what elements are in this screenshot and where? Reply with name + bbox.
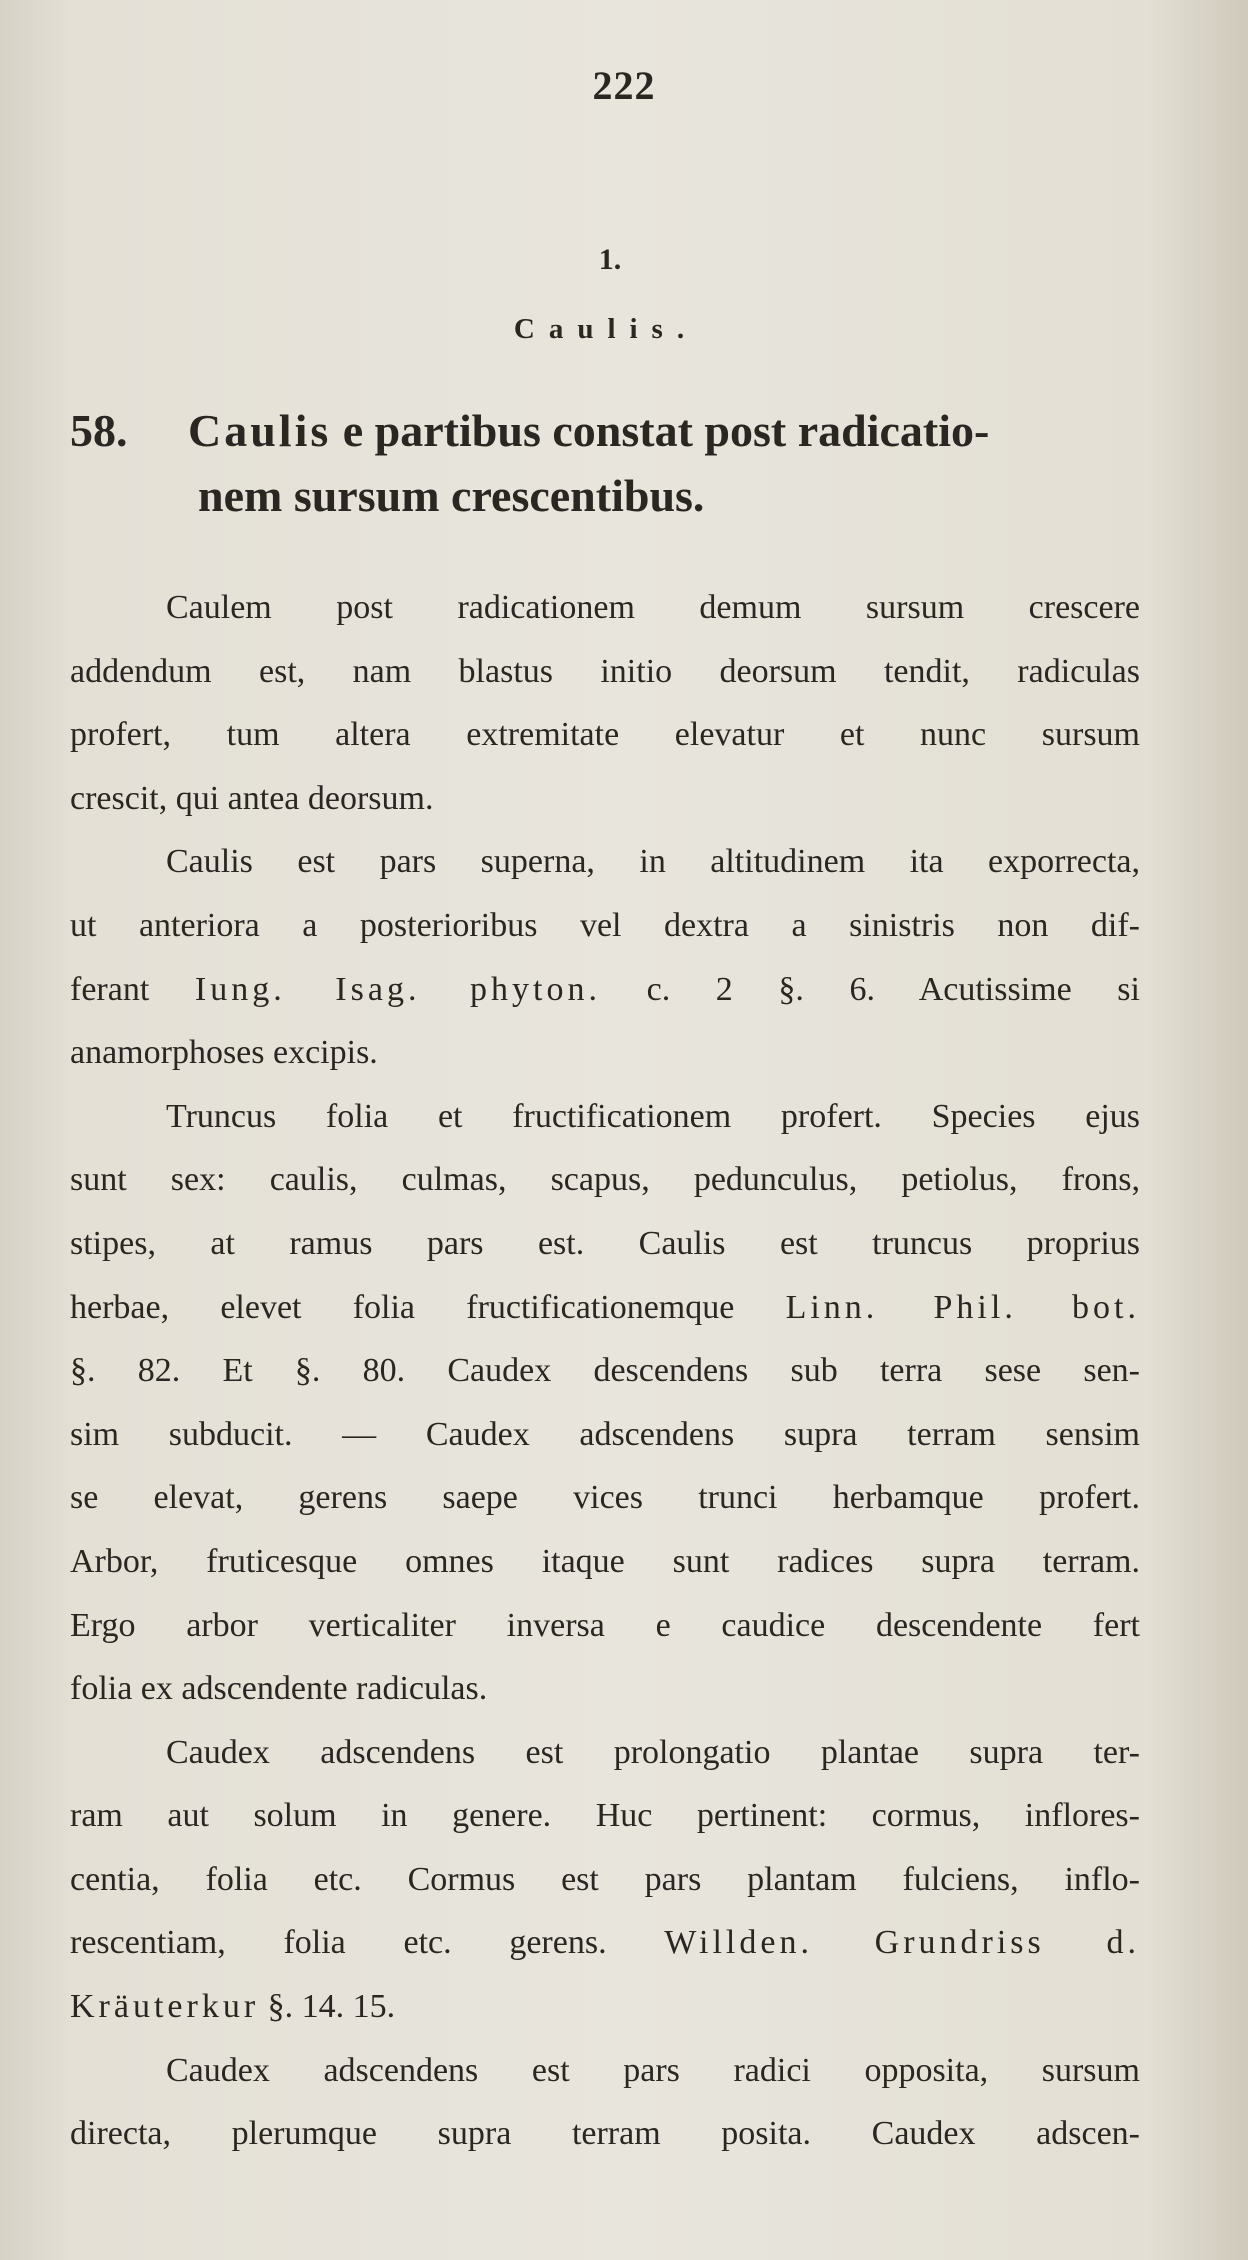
citation-spaced: Linn. Phil. bot. [785,1288,1140,1326]
text-line: stipes, at ramus pars est. Caulis est truncus proprius [70,1224,1140,1262]
paragraph-3 [70,1085,1140,1721]
heading-line2: nem sursum crescentibus. [198,470,705,521]
citation-spaced: Willden. Grundriss d. [664,1924,1140,1962]
text-line: directa, plerumque supra terram posita. Caudex adscen- [70,2115,1140,2153]
paragraph-5 [70,2039,1140,2166]
paragraph-2 [70,830,1140,1084]
text-line: ut anteriora a posterioribus vel dextra a sinistris non dif- [70,906,1140,944]
text-line: Ergo arbor verticaliter inversa e caudice descendente fert [70,1606,1140,1644]
heading-lead-word: Caulis [188,405,332,456]
paragraph-1 [70,576,1140,830]
citation-spaced: Iung. Isag. phyton. [194,970,601,1008]
text-segment: c. 2 §. 6. Acutissime si [601,970,1140,1008]
text-line: Truncus folia et fructificationem profert. Species ejus [166,1097,1140,1135]
text-line: sunt sex: caulis, culmas, scapus, pedunculus, petiolus, frons, [70,1161,1140,1199]
text-line: addendum est, nam blastus initio deorsum tendit, radiculas [70,652,1140,690]
section-title: Caulis. [513,313,699,345]
citation-spaced: Kräuterkur [70,1988,260,2026]
paragraph-heading [70,398,1170,528]
text-segment: herbae, elevet folia fructificationemque [70,1288,786,1326]
text-line: Arbor, fruticesque omnes itaque sunt radices supra terram. [70,1542,1140,1580]
text-line: folia ex adscendente radiculas. [70,1670,488,1708]
heading-line1: e partibus constat post radicatio- [331,405,990,456]
body-text [70,576,1140,2166]
text-line: profert, tum altera extremitate elevatur et nunc sursum [70,716,1140,754]
text-line [70,958,1140,1022]
text-line: anamorphoses excipis. [70,1034,378,1072]
text-segment: ferant [70,970,195,1008]
text-segment: §. 14. 15. [259,1988,396,2026]
text-segment: rescentiam, folia etc. gerens. [70,1924,665,1962]
page-number: 222 [592,63,656,108]
text-line: ram aut solum in genere. Huc pertinent: cormus, inflores- [70,1797,1140,1835]
paragraph-4 [70,1721,1140,2039]
text-line: crescit, qui antea deorsum. [70,779,434,817]
text-line: centia, folia etc. Cormus est pars plantam fulciens, inflo- [70,1860,1140,1898]
text-line [70,1276,1140,1340]
text-line [70,1911,1140,1975]
text-line: sim subducit. — Caudex adscendens supra terram sensim [70,1415,1140,1453]
heading-number: 58. [70,405,128,456]
text-line [70,1975,1140,2039]
text-line: Caulis est pars superna, in altitudinem ita exporrecta, [166,843,1140,881]
text-line: Caudex adscendens est prolongatio plantae supra ter- [166,1733,1140,1771]
section-number: 1. [598,243,622,276]
text-line: §. 82. Et §. 80. Caudex descendens sub terra sese sen- [70,1352,1140,1390]
text-line: se elevat, gerens saepe vices trunci herbamque profert. [70,1479,1140,1517]
text-line: Caudex adscendens est pars radici opposita, sursum [166,2051,1140,2089]
text-line: Caulem post radicationem demum sursum crescere [166,589,1140,626]
